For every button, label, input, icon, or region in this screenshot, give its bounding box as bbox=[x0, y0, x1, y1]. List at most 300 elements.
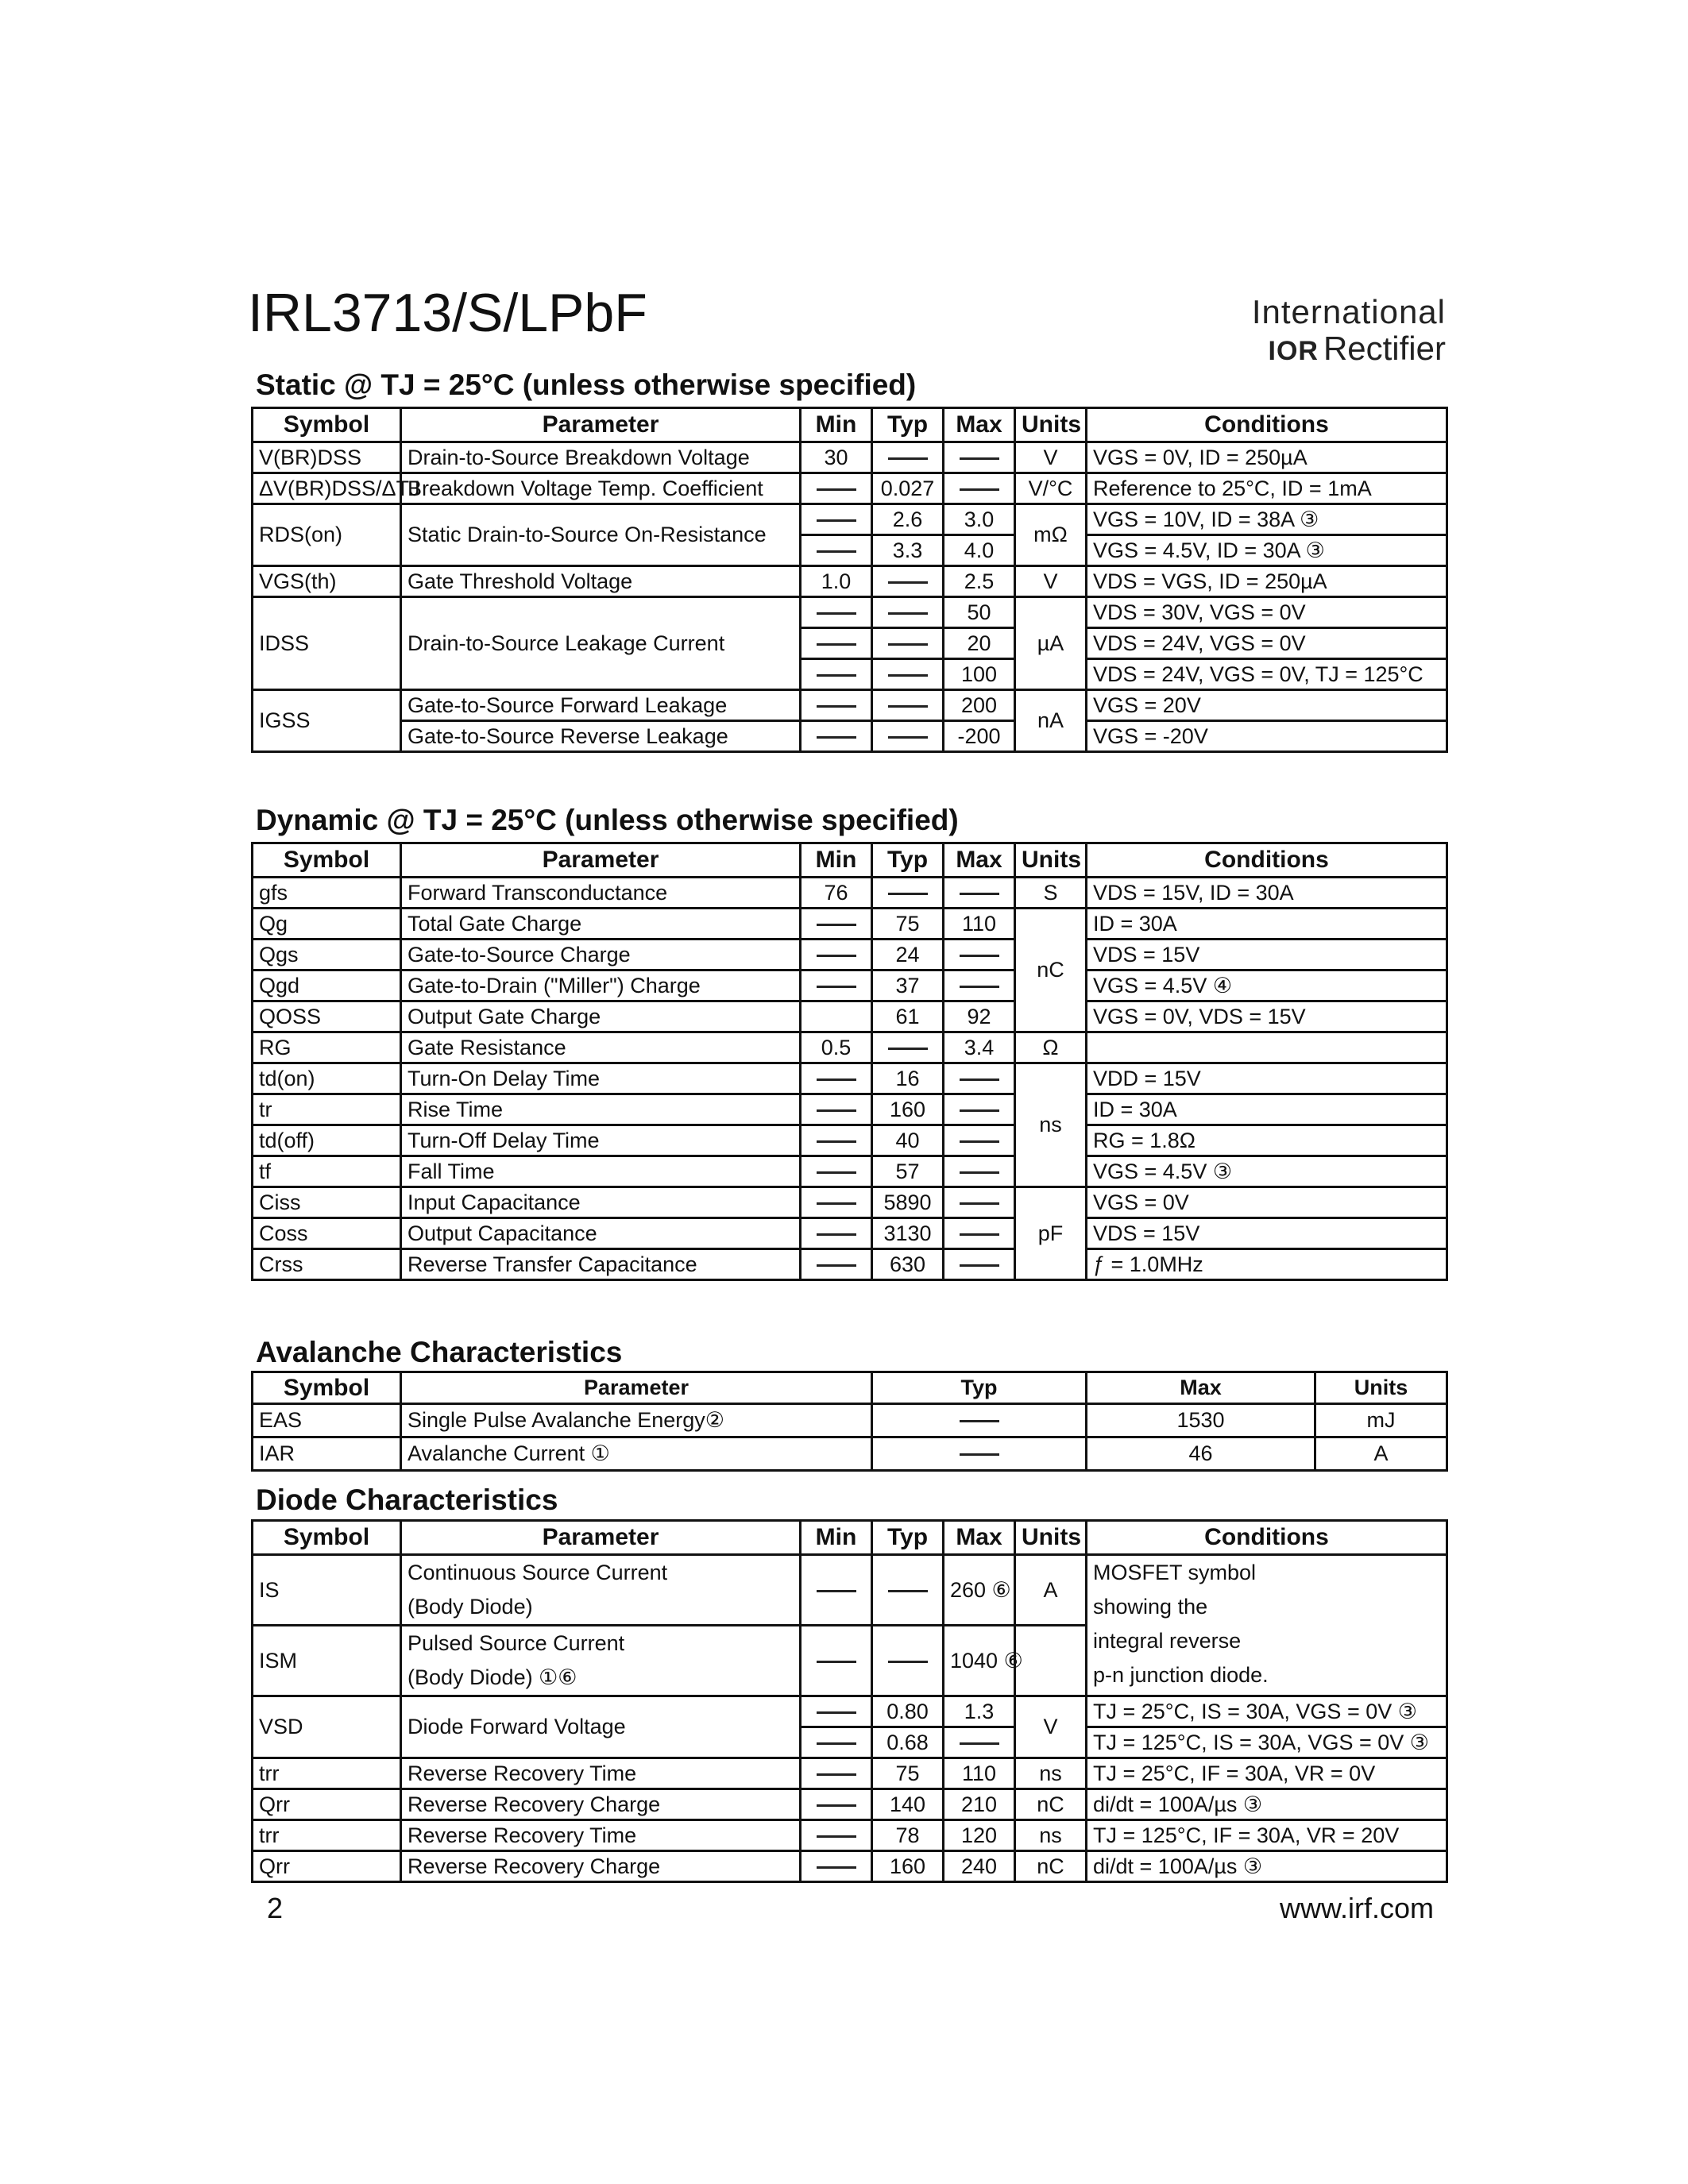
conditions-cell: VGS = 4.5V ③ bbox=[1087, 1156, 1447, 1187]
conditions-cell: VGS = 20V bbox=[1087, 690, 1447, 721]
dash-mark bbox=[960, 1078, 999, 1081]
units-cell: nC bbox=[1015, 1789, 1087, 1820]
conditions-cell: VDD = 15V bbox=[1087, 1063, 1447, 1094]
conditions-cell: RG = 1.8Ω bbox=[1087, 1125, 1447, 1156]
units-cell: ns bbox=[1015, 1820, 1087, 1851]
avalanche-section-title: Avalanche Characteristics bbox=[256, 1336, 623, 1368]
parameter-cell: Drain-to-Source Leakage Current bbox=[401, 597, 801, 690]
units-cell: nC bbox=[1015, 909, 1087, 1032]
col-header: Min bbox=[801, 1521, 872, 1555]
symbol-cell: RDS(on) bbox=[253, 504, 401, 566]
min-cell bbox=[801, 628, 872, 659]
min-cell bbox=[801, 1758, 872, 1789]
min-cell bbox=[801, 721, 872, 752]
min-cell bbox=[801, 1626, 872, 1696]
min-cell: 1.0 bbox=[801, 566, 872, 597]
table-row bbox=[253, 504, 1447, 535]
dash-mark bbox=[960, 1140, 999, 1143]
col-header: Typ bbox=[872, 1521, 944, 1555]
max-cell: 92 bbox=[944, 1001, 1015, 1032]
symbol-cell: Crss bbox=[253, 1249, 401, 1280]
max-cell: 20 bbox=[944, 628, 1015, 659]
logo-line-1: International bbox=[1251, 293, 1446, 330]
units-cell bbox=[1015, 1626, 1087, 1696]
parameter-cell: Output Capacitance bbox=[401, 1218, 801, 1249]
min-cell bbox=[801, 1063, 872, 1094]
symbol-cell: Qgd bbox=[253, 970, 401, 1001]
col-header: Symbol bbox=[253, 1521, 401, 1555]
logo-rectifier-text: Rectifier bbox=[1323, 330, 1446, 367]
col-header: Min bbox=[801, 843, 872, 878]
max-cell bbox=[944, 1125, 1015, 1156]
table-row bbox=[253, 1125, 1447, 1156]
symbol-cell: IAR bbox=[253, 1437, 401, 1471]
conditions-cell: ID = 30A bbox=[1087, 909, 1447, 940]
max-cell bbox=[944, 473, 1015, 504]
typ-cell: 78 bbox=[872, 1820, 944, 1851]
max-cell bbox=[944, 940, 1015, 970]
symbol-cell: Coss bbox=[253, 1218, 401, 1249]
conditions-cell: VDS = VGS, ID = 250µA bbox=[1087, 566, 1447, 597]
max-cell bbox=[944, 442, 1015, 473]
min-cell bbox=[801, 597, 872, 628]
min-cell bbox=[801, 1789, 872, 1820]
parameter-cell bbox=[401, 1626, 801, 1696]
typ-cell: 75 bbox=[872, 1758, 944, 1789]
table-row bbox=[253, 1820, 1447, 1851]
conditions-cell: TJ = 125°C, IS = 30A, VGS = 0V ③ bbox=[1087, 1727, 1447, 1758]
typ-cell: 16 bbox=[872, 1063, 944, 1094]
parameter-cell: Reverse Recovery Charge bbox=[401, 1851, 801, 1882]
parameter-cell: Reverse Transfer Capacitance bbox=[401, 1249, 801, 1280]
col-header: Max bbox=[944, 408, 1015, 442]
dash-mark bbox=[888, 1661, 928, 1663]
table-row bbox=[253, 690, 1447, 721]
static-section-title: Static @ TJ = 25°C (unless otherwise specified) bbox=[256, 369, 917, 401]
typ-cell: 5890 bbox=[872, 1187, 944, 1218]
max-cell bbox=[944, 1063, 1015, 1094]
col-header: Typ bbox=[872, 843, 944, 878]
parameter-line: (Body Diode) ①⑥ bbox=[408, 1665, 577, 1689]
symbol-cell: RG bbox=[253, 1032, 401, 1063]
conditions-cell: VGS = 4.5V ④ bbox=[1087, 970, 1447, 1001]
min-cell bbox=[801, 909, 872, 940]
symbol-cell: trr bbox=[253, 1758, 401, 1789]
symbol-cell: Qrr bbox=[253, 1789, 401, 1820]
max-cell: 3.0 bbox=[944, 504, 1015, 535]
symbol-cell: ΔV(BR)DSS/ΔTJ bbox=[253, 473, 401, 504]
symbol-cell: VSD bbox=[253, 1696, 401, 1758]
col-header: Units bbox=[1315, 1372, 1447, 1404]
table-row bbox=[253, 442, 1447, 473]
typ-cell bbox=[872, 628, 944, 659]
parameter-cell: Turn-On Delay Time bbox=[401, 1063, 801, 1094]
conditions-cell: VGS = 0V, VDS = 15V bbox=[1087, 1001, 1447, 1032]
dash-mark bbox=[817, 736, 856, 739]
dash-mark bbox=[960, 1171, 999, 1174]
symbol-cell: trr bbox=[253, 1820, 401, 1851]
dash-mark bbox=[960, 457, 999, 460]
dash-mark bbox=[817, 1742, 856, 1745]
dash-mark bbox=[817, 612, 856, 615]
typ-cell bbox=[872, 597, 944, 628]
typ-cell bbox=[872, 1555, 944, 1626]
parameter-cell: Input Capacitance bbox=[401, 1187, 801, 1218]
symbol-cell: td(on) bbox=[253, 1063, 401, 1094]
min-cell: 76 bbox=[801, 878, 872, 909]
col-header: Max bbox=[1087, 1372, 1315, 1404]
symbol-cell: tf bbox=[253, 1156, 401, 1187]
table-row bbox=[253, 1696, 1447, 1727]
symbol-cell: gfs bbox=[253, 878, 401, 909]
col-header: Conditions bbox=[1087, 1521, 1447, 1555]
table-row bbox=[253, 1437, 1447, 1471]
table-row bbox=[253, 878, 1447, 909]
typ-cell bbox=[872, 1437, 1087, 1471]
typ-cell bbox=[872, 1032, 944, 1063]
parameter-line: Continuous Source Current bbox=[408, 1561, 668, 1584]
ior-logo-icon: IOR bbox=[1268, 336, 1319, 366]
typ-cell bbox=[872, 1404, 1087, 1437]
table-row bbox=[253, 1218, 1447, 1249]
parameter-cell: Turn-Off Delay Time bbox=[401, 1125, 801, 1156]
dash-mark bbox=[817, 1661, 856, 1663]
dash-mark bbox=[960, 1742, 999, 1745]
symbol-cell: tr bbox=[253, 1094, 401, 1125]
table-row bbox=[253, 566, 1447, 597]
units-cell: mJ bbox=[1315, 1404, 1447, 1437]
conditions-line: integral reverse bbox=[1093, 1629, 1242, 1653]
max-cell: 1.3 bbox=[944, 1696, 1015, 1727]
dash-mark bbox=[960, 1264, 999, 1267]
max-cell: -200 bbox=[944, 721, 1015, 752]
conditions-cell: TJ = 125°C, IF = 30A, VR = 20V bbox=[1087, 1820, 1447, 1851]
dash-mark bbox=[817, 1804, 856, 1807]
dash-mark bbox=[817, 488, 856, 491]
typ-cell: 0.027 bbox=[872, 473, 944, 504]
conditions-cell: VDS = 24V, VGS = 0V bbox=[1087, 628, 1447, 659]
max-cell bbox=[944, 1249, 1015, 1280]
parameter-cell: Drain-to-Source Breakdown Voltage bbox=[401, 442, 801, 473]
col-header: Parameter bbox=[401, 408, 801, 442]
units-cell: V bbox=[1015, 442, 1087, 473]
typ-cell: 61 bbox=[872, 1001, 944, 1032]
symbol-cell: Qgs bbox=[253, 940, 401, 970]
min-cell bbox=[801, 1001, 872, 1032]
min-cell bbox=[801, 1727, 872, 1758]
dash-mark bbox=[960, 986, 999, 988]
min-cell: 0.5 bbox=[801, 1032, 872, 1063]
parameter-cell: Gate Threshold Voltage bbox=[401, 566, 801, 597]
col-header: Parameter bbox=[401, 1521, 801, 1555]
min-cell bbox=[801, 659, 872, 690]
typ-cell: 3.3 bbox=[872, 535, 944, 566]
dash-mark bbox=[817, 986, 856, 988]
table-row bbox=[253, 1187, 1447, 1218]
max-cell bbox=[944, 1727, 1015, 1758]
dash-mark bbox=[888, 457, 928, 460]
dash-mark bbox=[817, 1835, 856, 1838]
table-row bbox=[253, 1758, 1447, 1789]
dash-mark bbox=[888, 581, 928, 584]
typ-cell: 75 bbox=[872, 909, 944, 940]
conditions-cell: di/dt = 100A/µs ③ bbox=[1087, 1851, 1447, 1882]
min-cell bbox=[801, 1555, 872, 1626]
conditions-cell: TJ = 25°C, IS = 30A, VGS = 0V ③ bbox=[1087, 1696, 1447, 1727]
dash-mark bbox=[960, 955, 999, 957]
col-header: Max bbox=[944, 843, 1015, 878]
dash-mark bbox=[888, 643, 928, 646]
table-header-row bbox=[253, 408, 1447, 442]
col-header: Typ bbox=[872, 408, 944, 442]
symbol-cell: Qg bbox=[253, 909, 401, 940]
max-cell bbox=[944, 878, 1015, 909]
units-cell: S bbox=[1015, 878, 1087, 909]
logo-line-2 bbox=[1247, 332, 1446, 365]
typ-cell bbox=[872, 1626, 944, 1696]
units-cell: A bbox=[1015, 1555, 1087, 1626]
conditions-cell: VDS = 15V bbox=[1087, 940, 1447, 970]
dash-mark bbox=[960, 488, 999, 491]
parameter-cell: Reverse Recovery Time bbox=[401, 1820, 801, 1851]
max-cell: 110 bbox=[944, 1758, 1015, 1789]
parameter-line: Pulsed Source Current bbox=[408, 1631, 625, 1655]
col-header: Min bbox=[801, 408, 872, 442]
conditions-cell: VGS = 10V, ID = 38A ③ bbox=[1087, 504, 1447, 535]
symbol-cell: Qrr bbox=[253, 1851, 401, 1882]
dash-mark bbox=[817, 1866, 856, 1869]
table-row bbox=[253, 1789, 1447, 1820]
conditions-cell: di/dt = 100A/µs ③ bbox=[1087, 1789, 1447, 1820]
parameter-cell bbox=[401, 1555, 801, 1626]
min-cell bbox=[801, 1696, 872, 1727]
typ-cell bbox=[872, 721, 944, 752]
dash-mark bbox=[960, 1233, 999, 1236]
typ-cell: 160 bbox=[872, 1094, 944, 1125]
max-cell: 210 bbox=[944, 1789, 1015, 1820]
table-row bbox=[253, 1156, 1447, 1187]
max-cell: 120 bbox=[944, 1820, 1015, 1851]
typ-cell: 160 bbox=[872, 1851, 944, 1882]
table-row bbox=[253, 1094, 1447, 1125]
dash-mark bbox=[888, 1590, 928, 1592]
table-row bbox=[253, 1851, 1447, 1882]
dash-mark bbox=[960, 1453, 999, 1456]
dash-mark bbox=[960, 1109, 999, 1112]
symbol-cell: EAS bbox=[253, 1404, 401, 1437]
min-cell bbox=[801, 690, 872, 721]
avalanche-table bbox=[251, 1371, 1448, 1472]
table-row bbox=[253, 597, 1447, 628]
dash-mark bbox=[817, 955, 856, 957]
dynamic-table bbox=[251, 842, 1448, 1281]
max-cell: 110 bbox=[944, 909, 1015, 940]
max-cell: 260 ⑥ bbox=[944, 1555, 1015, 1626]
conditions-cell: ƒ = 1.0MHz bbox=[1087, 1249, 1447, 1280]
symbol-cell: IDSS bbox=[253, 597, 401, 690]
table-row bbox=[253, 1032, 1447, 1063]
typ-cell: 3130 bbox=[872, 1218, 944, 1249]
min-cell bbox=[801, 940, 872, 970]
dash-mark bbox=[817, 1202, 856, 1205]
units-cell: V bbox=[1015, 566, 1087, 597]
dash-mark bbox=[817, 1109, 856, 1112]
table-header-row bbox=[253, 843, 1447, 878]
static-table bbox=[251, 407, 1448, 753]
max-cell: 100 bbox=[944, 659, 1015, 690]
dash-mark bbox=[817, 1264, 856, 1267]
min-cell bbox=[801, 473, 872, 504]
dash-mark bbox=[888, 1048, 928, 1050]
max-cell bbox=[944, 1187, 1015, 1218]
max-cell bbox=[944, 970, 1015, 1001]
min-cell bbox=[801, 1851, 872, 1882]
max-cell: 1040 ⑥ bbox=[944, 1626, 1015, 1696]
dash-mark bbox=[817, 1711, 856, 1714]
conditions-cell: VDS = 24V, VGS = 0V, TJ = 125°C bbox=[1087, 659, 1447, 690]
col-header: Units bbox=[1015, 1521, 1087, 1555]
units-cell: µA bbox=[1015, 597, 1087, 690]
col-header: Units bbox=[1015, 408, 1087, 442]
max-cell bbox=[944, 1218, 1015, 1249]
max-cell: 2.5 bbox=[944, 566, 1015, 597]
website-link[interactable]: www.irf.com bbox=[1279, 1892, 1434, 1924]
table-row bbox=[253, 473, 1447, 504]
conditions-cell: ID = 30A bbox=[1087, 1094, 1447, 1125]
dash-mark bbox=[888, 705, 928, 708]
parameter-cell: Output Gate Charge bbox=[401, 1001, 801, 1032]
dash-mark bbox=[817, 1171, 856, 1174]
typ-cell: 57 bbox=[872, 1156, 944, 1187]
conditions-line: MOSFET symbol bbox=[1093, 1561, 1257, 1584]
min-cell bbox=[801, 1125, 872, 1156]
units-cell: nC bbox=[1015, 1851, 1087, 1882]
company-logo bbox=[1247, 295, 1446, 365]
symbol-cell: V(BR)DSS bbox=[253, 442, 401, 473]
typ-cell: 40 bbox=[872, 1125, 944, 1156]
table-row bbox=[253, 940, 1447, 970]
table-row bbox=[253, 1404, 1447, 1437]
col-header: Symbol bbox=[253, 408, 401, 442]
table-row bbox=[253, 1249, 1447, 1280]
typ-cell: 2.6 bbox=[872, 504, 944, 535]
symbol-cell: VGS(th) bbox=[253, 566, 401, 597]
dash-mark bbox=[817, 519, 856, 522]
col-header: Parameter bbox=[401, 1372, 872, 1404]
parameter-cell: Gate-to-Drain ("Miller") Charge bbox=[401, 970, 801, 1001]
parameter-cell: Gate-to-Source Forward Leakage bbox=[401, 690, 801, 721]
conditions-cell: VGS = 0V bbox=[1087, 1187, 1447, 1218]
conditions-line: p-n junction diode. bbox=[1093, 1663, 1269, 1687]
dash-mark bbox=[817, 1590, 856, 1592]
symbol-cell: td(off) bbox=[253, 1125, 401, 1156]
dash-mark bbox=[817, 924, 856, 926]
max-cell: 4.0 bbox=[944, 535, 1015, 566]
max-cell: 1530 bbox=[1087, 1404, 1315, 1437]
dash-mark bbox=[888, 612, 928, 615]
page-number: 2 bbox=[267, 1892, 284, 1924]
col-header: Conditions bbox=[1087, 843, 1447, 878]
symbol-cell: Ciss bbox=[253, 1187, 401, 1218]
conditions-cell: VDS = 15V, ID = 30A bbox=[1087, 878, 1447, 909]
conditions-cell: VGS = 0V, ID = 250µA bbox=[1087, 442, 1447, 473]
typ-cell bbox=[872, 442, 944, 473]
max-cell: 46 bbox=[1087, 1437, 1315, 1471]
dash-mark bbox=[817, 643, 856, 646]
symbol-cell: IS bbox=[253, 1555, 401, 1626]
dash-mark bbox=[888, 736, 928, 739]
col-header: Conditions bbox=[1087, 408, 1447, 442]
dash-mark bbox=[960, 1420, 999, 1422]
dash-mark bbox=[817, 1078, 856, 1081]
parameter-cell: Reverse Recovery Time bbox=[401, 1758, 801, 1789]
min-cell bbox=[801, 1094, 872, 1125]
parameter-cell: Breakdown Voltage Temp. Coefficient bbox=[401, 473, 801, 504]
parameter-cell: Avalanche Current ① bbox=[401, 1437, 872, 1471]
symbol-cell: ISM bbox=[253, 1626, 401, 1696]
conditions-cell: VDS = 30V, VGS = 0V bbox=[1087, 597, 1447, 628]
table-row bbox=[253, 1001, 1447, 1032]
min-cell: 30 bbox=[801, 442, 872, 473]
typ-cell: 140 bbox=[872, 1789, 944, 1820]
table-row bbox=[253, 1555, 1447, 1626]
col-header: Units bbox=[1015, 843, 1087, 878]
min-cell bbox=[801, 1156, 872, 1187]
parameter-cell: Static Drain-to-Source On-Resistance bbox=[401, 504, 801, 566]
units-cell: Ω bbox=[1015, 1032, 1087, 1063]
dash-mark bbox=[960, 893, 999, 895]
max-cell: 3.4 bbox=[944, 1032, 1015, 1063]
table-row bbox=[253, 909, 1447, 940]
parameter-cell: Diode Forward Voltage bbox=[401, 1696, 801, 1758]
conditions-cell bbox=[1087, 1555, 1447, 1696]
conditions-cell: VGS = -20V bbox=[1087, 721, 1447, 752]
table-header-row bbox=[253, 1372, 1447, 1404]
diode-section-title: Diode Characteristics bbox=[256, 1484, 558, 1516]
parameter-cell: Fall Time bbox=[401, 1156, 801, 1187]
max-cell: 240 bbox=[944, 1851, 1015, 1882]
parameter-cell: Rise Time bbox=[401, 1094, 801, 1125]
dash-mark bbox=[960, 1202, 999, 1205]
units-cell: V/°C bbox=[1015, 473, 1087, 504]
typ-cell: 0.68 bbox=[872, 1727, 944, 1758]
typ-cell: 24 bbox=[872, 940, 944, 970]
typ-cell bbox=[872, 878, 944, 909]
table-row bbox=[253, 970, 1447, 1001]
max-cell bbox=[944, 1156, 1015, 1187]
units-cell: mΩ bbox=[1015, 504, 1087, 566]
symbol-cell: IGSS bbox=[253, 690, 401, 752]
min-cell bbox=[801, 1218, 872, 1249]
parameter-cell: Single Pulse Avalanche Energy② bbox=[401, 1404, 872, 1437]
dash-mark bbox=[888, 893, 928, 895]
dash-mark bbox=[817, 550, 856, 553]
units-cell: A bbox=[1315, 1437, 1447, 1471]
conditions-cell: VDS = 15V bbox=[1087, 1218, 1447, 1249]
part-number-title: IRL3713/S/LPbF bbox=[248, 283, 647, 343]
units-cell: ns bbox=[1015, 1063, 1087, 1187]
parameter-cell: Total Gate Charge bbox=[401, 909, 801, 940]
dash-mark bbox=[817, 1773, 856, 1776]
dash-mark bbox=[888, 674, 928, 677]
col-header: Typ bbox=[872, 1372, 1087, 1404]
parameter-cell: Gate-to-Source Reverse Leakage bbox=[401, 721, 801, 752]
dynamic-section-title: Dynamic @ TJ = 25°C (unless otherwise specified) bbox=[256, 804, 959, 836]
conditions-cell: VGS = 4.5V, ID = 30A ③ bbox=[1087, 535, 1447, 566]
min-cell bbox=[801, 535, 872, 566]
table-row bbox=[253, 721, 1447, 752]
min-cell bbox=[801, 970, 872, 1001]
